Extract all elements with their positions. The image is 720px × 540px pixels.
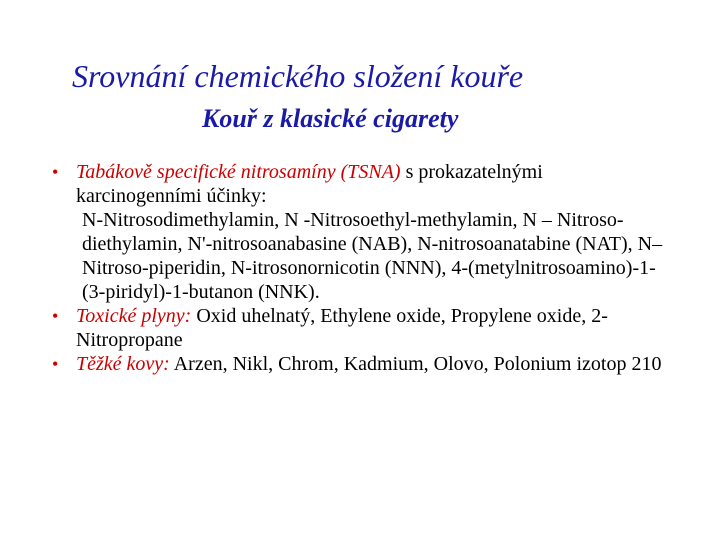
- bullet-term: Toxické plyny:: [76, 305, 192, 327]
- slide-subtitle: Kouř z klasické cigarety: [202, 104, 459, 133]
- bullet-term: Těžké kovy:: [76, 353, 170, 375]
- bullet-text: Arzen, Nikl, Chrom, Kadmium, Olovo, Polonium izotop 210: [169, 353, 662, 375]
- bullet-text: Oxid uhelnatý, Ethylene oxide, Propylene oxide, 2-Nitropropane: [76, 305, 608, 351]
- bullet-item-toxic-gases: [48, 304, 668, 352]
- bullet-icon: •: [52, 354, 59, 374]
- bullet-icon: •: [52, 306, 59, 326]
- bullet-item-heavy-metals: [48, 352, 668, 376]
- slide-title: Srovnání chemického složení kouře: [72, 58, 524, 94]
- bullet-text: s prokazatelnými karcinogenními účinky:: [76, 161, 543, 207]
- bullet-list: [48, 160, 668, 376]
- bullet-icon: •: [52, 162, 59, 182]
- bullet-continuation: N-Nitrosodimethylamin, N -Nitrosoethyl-methylamin, N – Nitroso-diethylamin, N'-nitrosoanabasine (NAB), N-nitrosoanatabine (NAT), N–Nitroso-piperidin, N-itrosonornicotin (NNN), 4-(metylnitrosoamino)-1-(3-piridyl)-1-butanon (NNK).: [82, 209, 663, 303]
- bullet-term: Tabákově specifické nitrosamíny (TSNA): [76, 161, 401, 183]
- bullet-item-tsna: [48, 160, 668, 304]
